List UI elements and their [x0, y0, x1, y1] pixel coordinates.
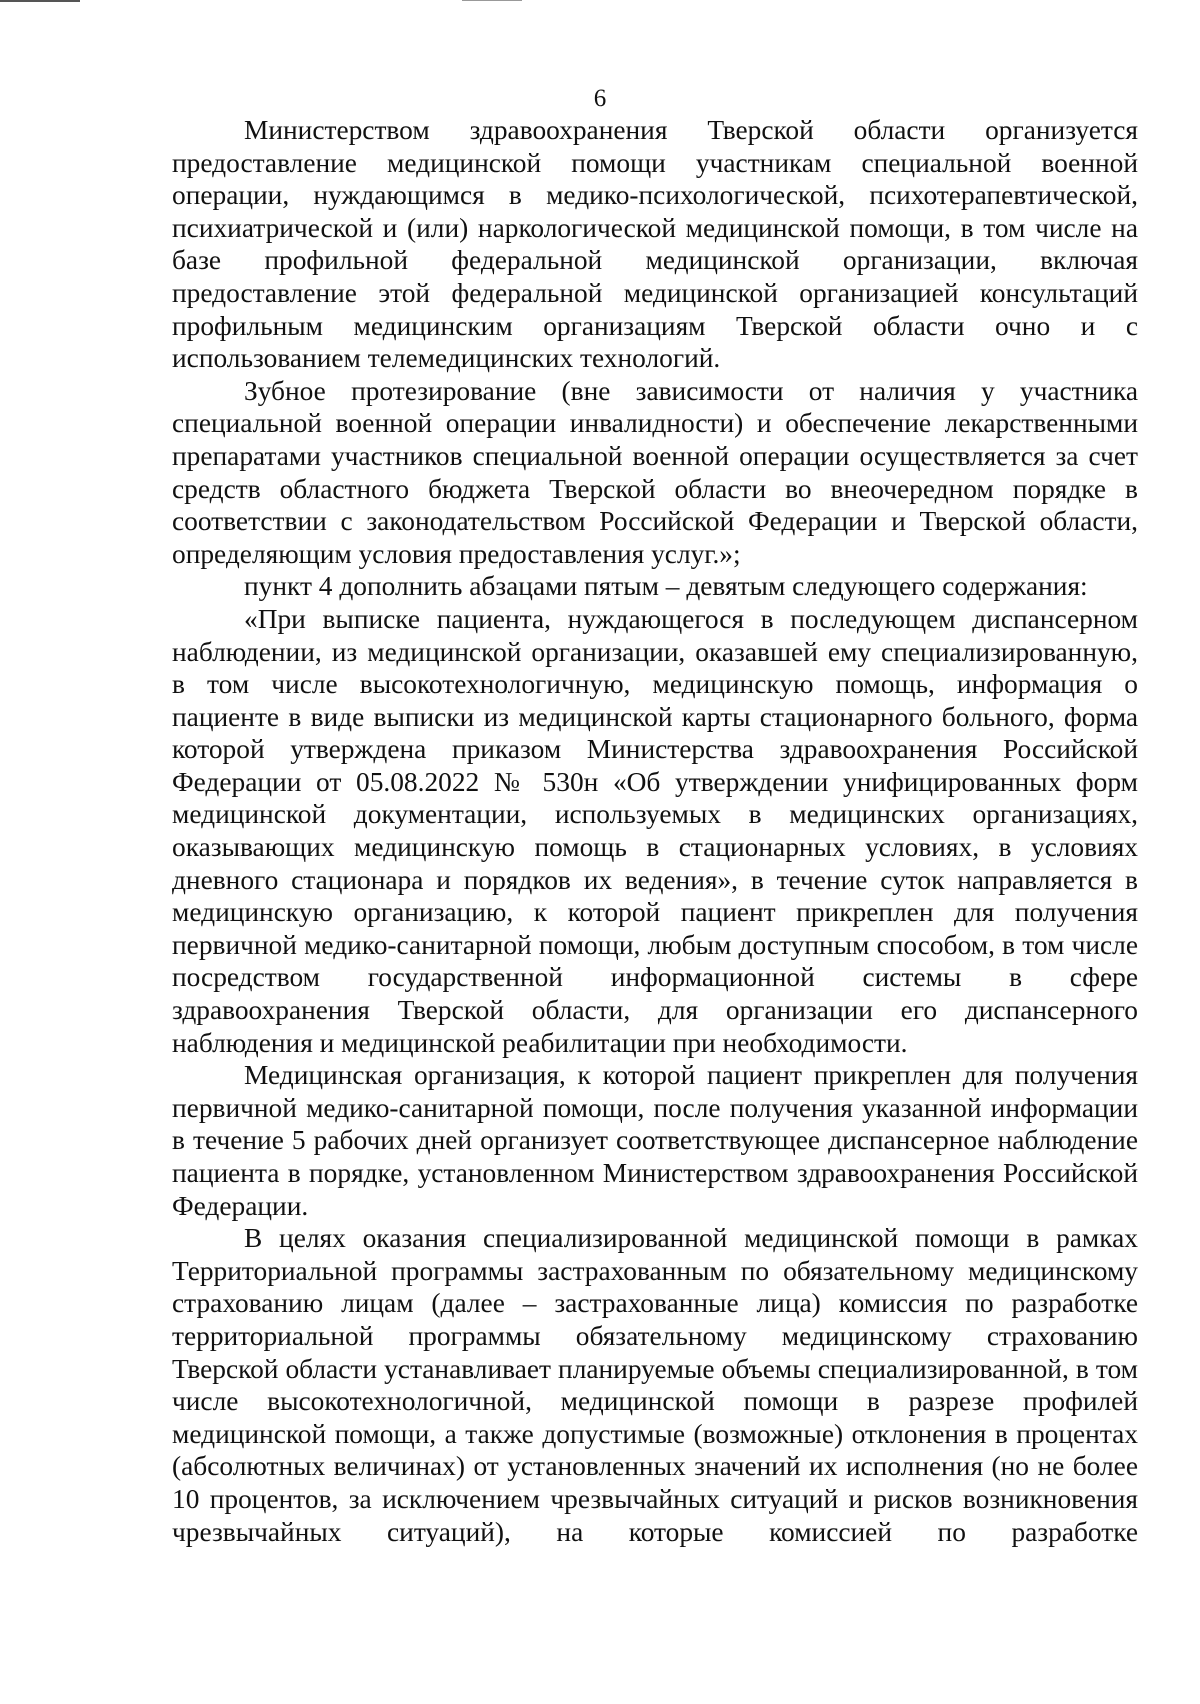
document-body	[172, 114, 1138, 1548]
paragraph-mental-health-care: Министерством здравоохранения Тверской области организуется предоставление медицинской помощи участникам специальной военной операции, нуждающимся в медико-психологической, психотерапевтической, психиатрической и (или) наркологической медицинской помощи, в том числе на базе профильной федеральной медицинской организации, включая предоставление этой федеральной медицинской организацией консультаций профильным медицинским организациям Тверской области очно и с использованием телемедицинских технологий.	[172, 115, 1138, 374]
page-number: 6	[593, 85, 607, 112]
paragraph-dental-and-drugs: Зубное протезирование (вне зависимости от наличия у участника специальной военной операции инвалидности) и обеспечение лекарственными препаратами участников специальной военной операции осуществляется за счет средств областного бюджета Тверской области во внеочередном порядке в соответствии с законодательством Российской Федерации и Тверской области, определяющим условия предоставления услуг.»;	[172, 375, 1138, 569]
paragraph-amendment-intro: пункт 4 дополнить абзацами пятым – девятым следующего содержания:	[244, 571, 1088, 602]
paragraph-dispensary-observation: Медицинская организация, к которой пациент прикреплен для получения первичной медико-санитарной помощи, после получения указанной информации в течение 5 рабочих дней организует соответствующее диспансерное наблюдение пациента в порядке, установленном Министерством здравоохранения Российской Федерации.	[172, 1060, 1138, 1221]
paragraph-specialized-care-volumes: В целях оказания специализированной медицинской помощи в рамках Территориальной программы застрахованным по обязательному медицинскому страхованию лицам (далее – застрахованные лица) комиссия по разработке территориальной программы обязательному медицинскому страхованию Тверской области устанавливает планируемые объемы специализированной, в том числе высокотехнологичной, медицинской помощи в разрезе профилей медицинской помощи, а также допустимые (возможные) отклонения в процентах (абсолютных величинах) от установленных значений их исполнения (но не более 10 процентов, за исключением чрезвычайных ситуаций и рисков возникновения чрезвычайных ситуаций), на которые комиссией по разработке	[172, 1223, 1138, 1547]
scan-edge-mark	[0, 0, 80, 2]
paragraph-discharge-info: «При выписке пациента, нуждающегося в последующем диспансерном наблюдении, из медицинской организации, оказавшей ему специализированную, в том числе высокотехнологичную, медицинскую помощь, информация о пациенте в виде выписки из медицинской карты стационарного больного, форма которой утверждена приказом Министерства здравоохранения Российской Федерации от 05.08.2022 № 530н «Об утверждении унифицированных форм медицинской документации, используемых в медицинских организациях, оказывающих медицинскую помощь в стационарных условиях, в условиях дневного стационара и порядков их ведения», в течение суток направляется в медицинскую организацию, к которой пациент прикреплен для получения первичной медико-санитарной помощи, любым доступным способом, в том числе посредством государственной информационной системы в сфере здравоохранения Тверской области, для организации его диспансерного наблюдения и медицинской реабилитации при необходимости.	[172, 603, 1138, 1058]
scan-edge-mark	[462, 0, 522, 1]
